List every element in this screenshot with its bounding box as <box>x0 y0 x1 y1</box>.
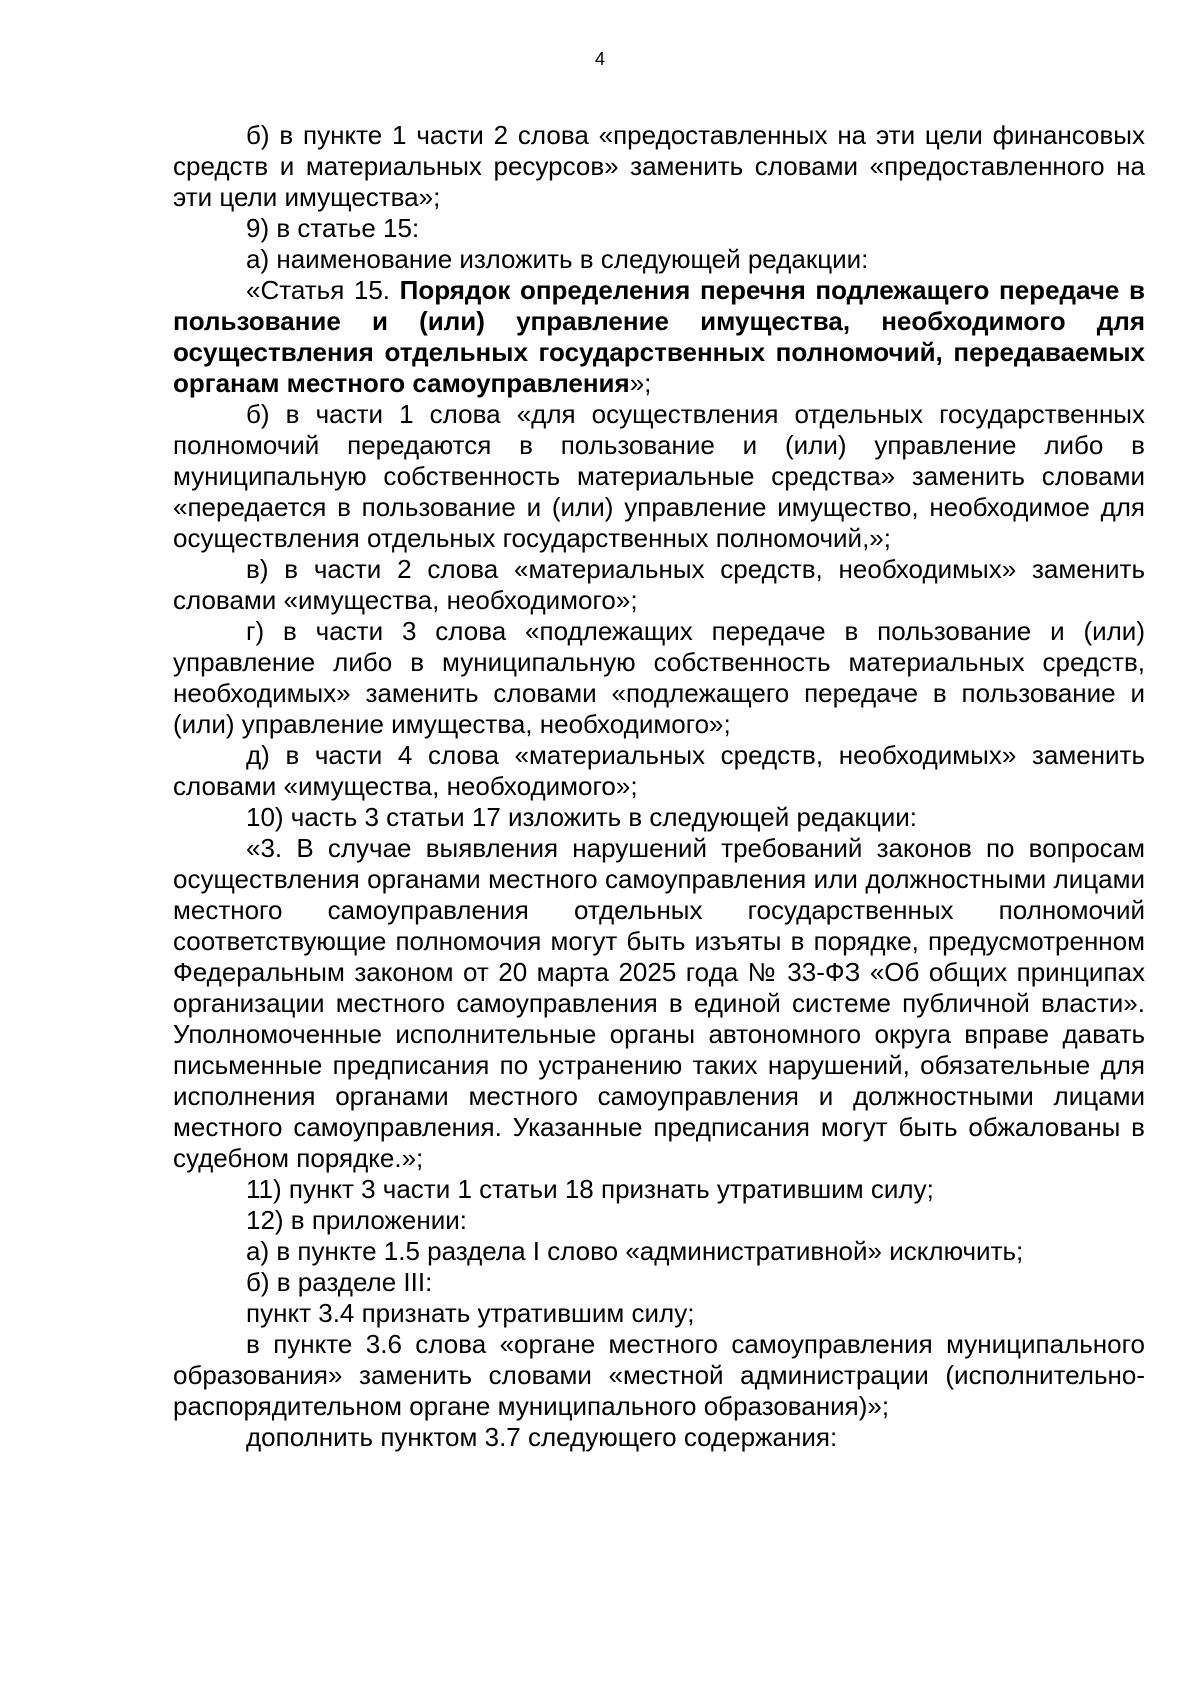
article-title-paragraph <box>173 275 1145 399</box>
paragraph: 12) в приложении: <box>246 1205 468 1235</box>
paragraph: в пункте 3.6 слова «органе местного самоуправления муниципального образования» заменить словами «местной администрации (исполнительно-распорядительном органе муниципального образования)»; <box>173 1329 1145 1421</box>
article-title-bold: Порядок определения перечня подлежащего передаче в пользование и (или) управление имущества, необходимого для осуществления отдельных государственных полномочий, передаваемых органам местного самоуправления <box>173 275 1145 398</box>
article-title-prefix: «Статья 15. <box>246 275 400 305</box>
paragraph: а) наименование изложить в следующей редакции: <box>246 244 869 274</box>
paragraph: в) в части 2 слова «материальных средств, необходимых» заменить словами «имущества, необходимого»; <box>173 554 1145 615</box>
paragraph: дополнить пунктом 3.7 следующего содержания: <box>246 1422 838 1452</box>
document-body <box>173 120 1145 1453</box>
paragraph: г) в части 3 слова «подлежащих передаче в пользование и (или) управление либо в муниципальную собственность материальных средств, необходимых» заменить словами «подлежащего передаче в пользование и (или) управление имущества, необходимого»; <box>173 616 1145 739</box>
paragraph: а) в пункте 1.5 раздела I слово «административной» исключить; <box>246 1236 1024 1266</box>
paragraph: б) в разделе III: <box>246 1267 433 1297</box>
paragraph: пункт 3.4 признать утратившим силу; <box>246 1298 695 1328</box>
paragraph: б) в части 1 слова «для осуществления отдельных государственных полномочий передаются в пользование и (или) управление либо в муниципальную собственность материальные средства» заменить словами «передается в пользование и (или) управление имущество, необходимое для осуществления отдельных государственных полномочий,»; <box>173 399 1145 553</box>
article-title-suffix: »; <box>629 368 652 398</box>
paragraph: 9) в статье 15: <box>246 213 420 243</box>
paragraph: «3. В случае выявления нарушений требований законов по вопросам осуществления органами местного самоуправления или должностными лицами местного самоуправления отдельных государственных полномочий соответствующие полномочия могут быть изъяты в порядке, предусмотренном Федеральным законом от 20 марта 2025 года № 33-ФЗ «Об общих принципах организации местного самоуправления в единой системе публичной власти». Уполномоченные исполнительные органы автономного округа вправе давать письменные предписания по устранению таких нарушений, обязательные для исполнения органами местного самоуправления и должностными лицами местного самоуправления. Указанные предписания могут быть обжалованы в судебном порядке.»; <box>173 833 1145 1173</box>
paragraph: д) в части 4 слова «материальных средств, необходимых» заменить словами «имущества, необходимого»; <box>173 740 1145 801</box>
paragraph: 10) часть 3 статьи 17 изложить в следующей редакции: <box>246 802 917 832</box>
page-number: 4 <box>594 49 605 69</box>
paragraph: б) в пункте 1 части 2 слова «предоставленных на эти цели финансовых средств и материальных ресурсов» заменить словами «предоставленного на эти цели имущества»; <box>173 120 1145 212</box>
paragraph: 11) пункт 3 части 1 статьи 18 признать утратившим силу; <box>246 1174 934 1204</box>
